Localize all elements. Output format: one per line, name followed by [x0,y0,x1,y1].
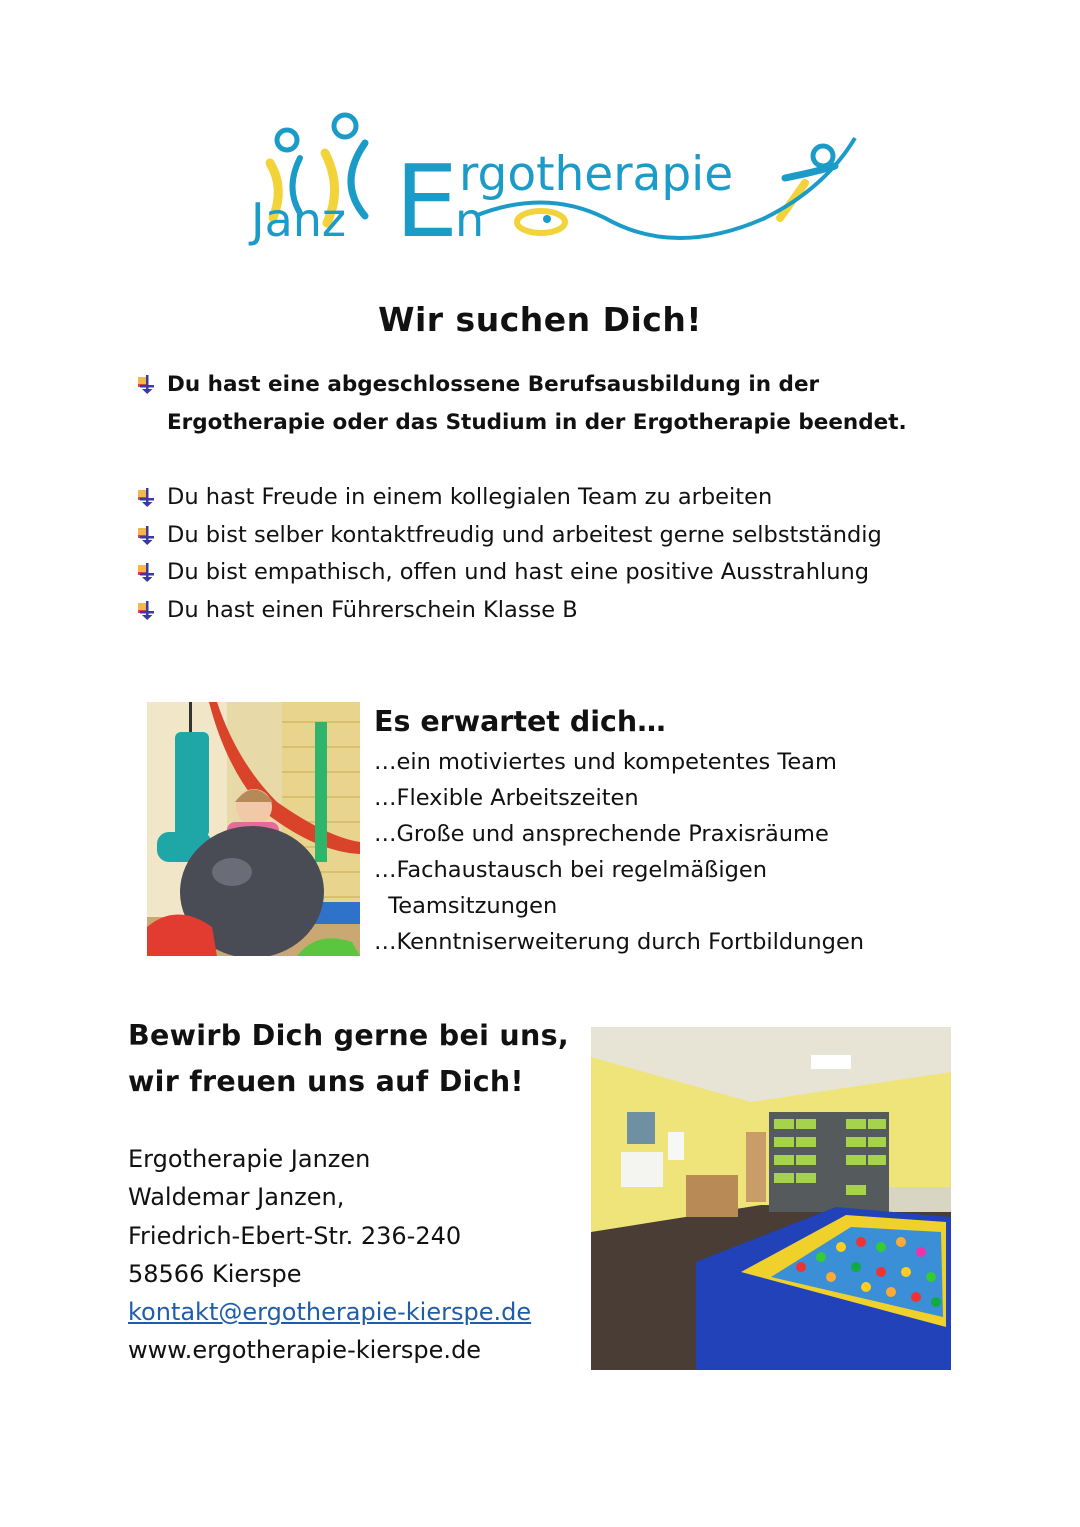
requirement-text: Du hast Freude in einem kollegialen Team zu arbeiten [167,484,773,510]
contact-company: Ergotherapie Janzen [128,1145,371,1173]
company-logo [245,108,860,268]
contact-website: www.ergotherapie-kierspe.de [128,1336,482,1365]
child-on-therapy-ball-photo [147,702,360,956]
requirement-text: Du hast einen Führerschein Klasse B [167,596,578,623]
requirements-list [135,366,965,629]
offer-item-continuation: Teamsitzungen [374,893,558,919]
requirement-highlight [135,366,965,441]
requirement-text: Du bist empathisch, offen und hast eine positive Ausstrahlung [167,559,870,585]
offer-item: …Fachaustausch bei regelmäßigen [374,857,767,883]
requirement-highlight-line2: Ergotherapie oder das Studium in der Ergotherapie beendet. [167,409,907,435]
logo-big-e: E [395,143,459,260]
offer-heading: Es erwartet dich… [374,705,666,738]
logo-ergotherapie: rgotherapie [459,147,734,202]
arrow-down-icon [135,517,167,554]
requirement-item [135,479,965,517]
requirement-highlight-line1: Du hast eine abgeschlossene Berufsausbildung in der [167,372,820,397]
arrow-down-icon [135,366,167,403]
offer-item: …Kenntniserweiterung durch Fortbildungen [374,929,865,955]
requirement-text: Du bist selber kontaktfreudig und arbeitest gerne selbstständig [167,521,882,548]
contact-city: 58566 Kierspe [128,1259,302,1288]
logo-n: n [455,193,485,247]
page-title: Wir suchen Dich! [378,300,702,339]
logo-janz: Janz [251,193,347,247]
offer-section [374,700,974,960]
logo-graphic [245,108,860,268]
requirement-item [135,517,965,555]
offer-item: …ein motiviertes und kompetentes Team [374,749,837,775]
arrow-down-icon [135,592,167,629]
apply-section [128,1013,588,1105]
arrow-down-icon [135,479,167,516]
contact-street: Friedrich-Ebert-Str. 236-240 [128,1221,462,1250]
apply-heading-line2: wir freuen uns auf Dich! [128,1065,524,1098]
contact-email-link[interactable]: kontakt@ergotherapie-kierspe.de [128,1298,532,1327]
offer-item: …Große und ansprechende Praxisräume [374,821,829,847]
apply-heading-line1: Bewirb Dich gerne bei uns, [128,1019,569,1052]
requirement-item [135,592,965,630]
offer-item: …Flexible Arbeitszeiten [374,785,639,811]
contact-name: Waldemar Janzen, [128,1183,345,1212]
contact-block [128,1140,588,1370]
requirement-item [135,554,965,592]
arrow-down-icon [135,554,167,591]
ball-pit-therapy-room-photo [591,1027,951,1370]
